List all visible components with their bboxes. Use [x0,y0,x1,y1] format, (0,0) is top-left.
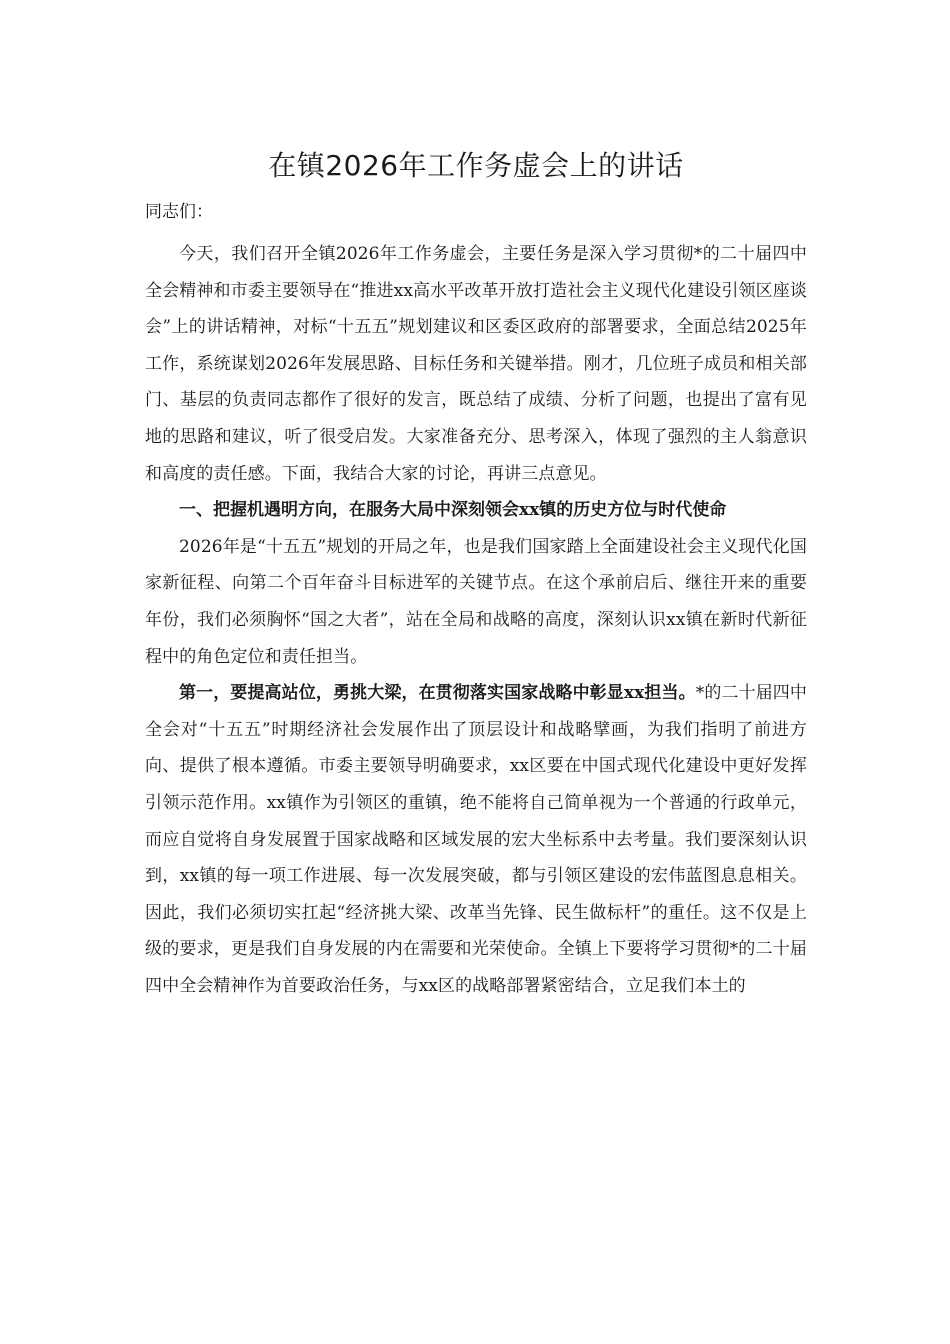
intro-paragraph: 今天，我们召开全镇2026年工作务虚会，主要任务是深入学习贯彻*的二十届四中全会精神和市委主要领导在“推进xx高水平改革开放打造社会主义现代化建设引领区座谈会”上的讲话精神，对标“十五五”规划建议和区委区政府的部署要求，全面总结2025年工作，系统谋划2026年发展思路、目标任务和关键举措。刚才，几位班子成员和相关部门、基层的负责同志都作了很好的发言，既总结了成绩、分析了问题，也提出了富有见地的思路和建议，听了很受启发。大家准备充分、思考深入，体现了强烈的主人翁意识和高度的责任感。下面，我结合大家的讨论，再讲三点意见。 [145,244,807,484]
document-page [145,140,807,1004]
document-title: 在镇2026年工作务虚会上的讲话 [268,149,684,182]
section-1-heading: 一、把握机遇明方向，在服务大局中深刻领会xx镇的历史方位与时代使命 [179,500,727,521]
point-1-paragraph [145,675,807,1004]
salutation: 同志们： [145,202,213,222]
point-1-lead: 第一，要提高站位，勇挑大梁，在贯彻落实国家战略中彰显xx担当。 [179,683,696,704]
section-1-paragraph: 2026年是“十五五”规划的开局之年，也是我们国家踏上全面建设社会主义现代化国家新征程、向第二个百年奋斗目标进军的关键节点。在这个承前启后、继往开来的重要年份，我们必须胸怀“国之大者”，站在全局和战略的高度，深刻认识xx镇在新时代新征程中的角色定位和责任担当。 [145,536,807,667]
point-1-body: *的二十届四中全会对“十五五”时期经济社会发展作出了顶层设计和战略擘画，为我们指明了前进方向、提供了根本遵循。市委主要领导明确要求，xx区要在中国式现代化建设中更好发挥引领示范作用。xx镇作为引领区的重镇，绝不能将自己简单视为一个普通的行政单元，而应自觉将自身发展置于国家战略和区域发展的宏大坐标系中去考量。我们要深刻认识到，xx镇的每一项工作进展、每一次发展突破，都与引领区建设的宏伟蓝图息息相关。因此，我们必须切实扛起“经济挑大梁、改革当先锋、民生做标杆”的重任。这不仅是上级的要求，更是我们自身发展的内在需要和光荣使命。全镇上下要将学习贯彻*的二十届四中全会精神作为首要政治任务，与xx区的战略部署紧密结合，立足我们本土的 [145,683,808,996]
